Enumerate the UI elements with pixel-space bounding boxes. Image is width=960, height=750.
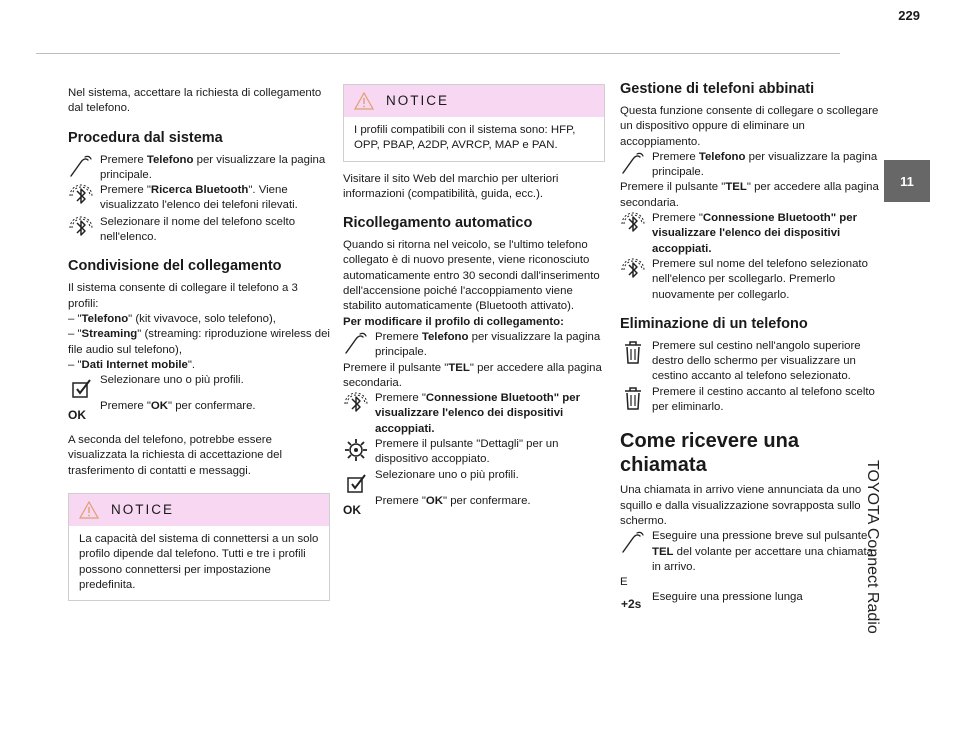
trash-icon: [620, 385, 646, 411]
checkbox-icon: [68, 375, 94, 401]
bluetooth-icon: [343, 391, 369, 417]
step-select-phone: Selezionare il nome del telefono scelto nell'elenco.: [68, 215, 330, 246]
heading-chiamata: Come ricevere una chiamata: [620, 430, 799, 477]
bluetooth-symbol-icon: [620, 257, 646, 283]
profile-item-dati: – "Dati Internet mobile".: [68, 358, 196, 371]
bluetooth-icon: [620, 211, 646, 237]
step-connessione-bluetooth: Premere "Connessione Bluetooth" per visualizzare l'elenco dei dispositivi accoppiati.: [620, 211, 882, 257]
long-press-2s-icon: [620, 590, 646, 616]
notice-header: NOTICE: [344, 85, 604, 117]
header-divider: [36, 53, 840, 54]
notice-box: [68, 493, 330, 601]
step-short-press: Eseguire una pressione breve sul pulsante TEL del volante per accettare una chiamata in arrivo.: [620, 529, 882, 575]
step-telefono: Premere Telefono per visualizzare la pagina principale.: [620, 150, 882, 181]
step-select-profiles: Selezionare uno o più profili.: [68, 373, 330, 399]
step-telefono: Premere Telefono per visualizzare la pagina principale.: [343, 330, 605, 361]
heading-condivisione: Condivisione del collegamento: [68, 258, 282, 275]
heading-gestione: Gestione di telefoni abbinati: [620, 81, 815, 97]
touch-icon: [620, 529, 646, 555]
contacts-transfer-text: A seconda del telefono, potrebbe essere visualizzata la richiesta di accettazione del trasferimento di contatti e messaggi.: [68, 434, 283, 477]
page-number: 229: [898, 8, 920, 23]
step-trash-delete: Premere il cestino accanto al telefono scelto per eliminarlo.: [620, 385, 882, 416]
step-select-profiles: Selezionare uno o più profili.: [343, 468, 605, 494]
notice-text: La capacità del sistema di connettersi a un solo profilo dipende dal telefono. Tutti e tre i profili possono connettersi per impostazione predefinita.: [79, 533, 319, 591]
step-dettagli: Premere il pulsante "Dettagli" per un dispositivo accoppiato.: [343, 437, 605, 468]
profiles-intro: Il sistema consente di collegare il telefono a 3 profili:: [68, 282, 298, 310]
chapter-tab: 11: [884, 160, 930, 202]
column-3: [620, 70, 882, 616]
notice-text: I profili compatibili con il sistema sono: HFP, OPP, PBAP, A2DP, AVRCP, MAP e PAN.: [354, 124, 576, 152]
heading-procedura: Procedura dal sistema: [68, 129, 223, 146]
heading-eliminazione: Eliminazione di un telefono: [620, 315, 808, 332]
intro-text: Nel sistema, accettare la richiesta di collegamento dal telefono.: [68, 87, 322, 115]
step-disconnect: Premere sul nome del telefono selezionato nell'elenco per scollegarlo. Premerlo nuovamente per collegarlo.: [620, 257, 882, 303]
step-ricerca-bluetooth: Premere "Ricerca Bluetooth". Viene visualizzato l'elenco dei telefoni rilevati.: [68, 183, 330, 214]
step-connessione-bluetooth: Premere "Connessione Bluetooth" per visualizzare l'elenco dei dispositivi accoppiati.: [343, 391, 605, 437]
notice-header: NOTICE: [69, 494, 329, 526]
bluetooth-icon: [68, 183, 94, 209]
profile-item-streaming: – "Streaming" (streaming: riproduzione wireless dei file audio sul telefono),: [68, 328, 330, 356]
tel-button-text: Premere il pulsante "TEL" per accedere alla pagina secondaria.: [620, 181, 879, 209]
step-telefono: Premere Telefono per visualizzare la pagina principale.: [68, 153, 330, 184]
column-1: [68, 86, 330, 601]
touch-icon: [68, 153, 94, 179]
ok-icon: OK: [68, 408, 86, 423]
profile-item-telefono: – "Telefono" (kit vivavoce, solo telefono),: [68, 312, 276, 325]
bluetooth-symbol-icon: [68, 215, 94, 241]
manage-intro: Questa funzione consente di collegare o scollegare un dispositivo oppure di eliminare un accoppiamento.: [620, 105, 879, 148]
gear-icon: [343, 437, 369, 463]
checkbox-icon: [343, 470, 369, 496]
warning-icon: [354, 92, 374, 110]
svg-text:+2s: +2s: [621, 597, 642, 612]
side-title: TOYOTA Connect Radio: [864, 460, 881, 634]
tel-button-text: Premere il pulsante "TEL" per accedere alla pagina secondaria.: [343, 361, 602, 389]
warning-icon: [79, 501, 99, 519]
notice-box: [343, 84, 605, 162]
modify-profile-heading: Per modificare il profilo di collegamento:: [343, 315, 564, 328]
column-2: [343, 84, 605, 522]
trash-icon: [620, 339, 646, 365]
letter-e: E: [620, 576, 628, 589]
step-trash-corner: Premere sul cestino nell'angolo superiore destro dello schermo per visualizzare un cestino accanto al telefono selezionato.: [620, 339, 882, 385]
touch-icon: [620, 150, 646, 176]
web-info-text: Visitare il sito Web del marchio per ulteriori informazioni (compatibilità, guida, ecc.).: [343, 172, 559, 200]
incoming-call-text: Una chiamata in arrivo viene annunciata da uno squillo e dalla visualizzazione sovrapposta sullo schermo.: [620, 484, 862, 527]
heading-ricollegamento: Ricollegamento automatico: [343, 215, 533, 232]
touch-icon: [343, 330, 369, 356]
reconnect-text: Quando si ritorna nel veicolo, se l'ultimo telefono collegato è di nuovo presente, viene riconosciuto automaticamente entro 30 secondi dall'inserimento dell'accensione poiché l'accoppiamento viene stabilito automaticamente (Bluetooth attivato).: [343, 239, 600, 313]
step-confirm-ok: OK Premere "OK" per confermare.: [343, 494, 605, 522]
step-long-press: +2s Eseguire una pressione lunga: [620, 590, 882, 616]
ok-icon: OK: [343, 502, 361, 517]
step-confirm-ok: OK Premere "OK" per confermare.: [68, 399, 330, 427]
